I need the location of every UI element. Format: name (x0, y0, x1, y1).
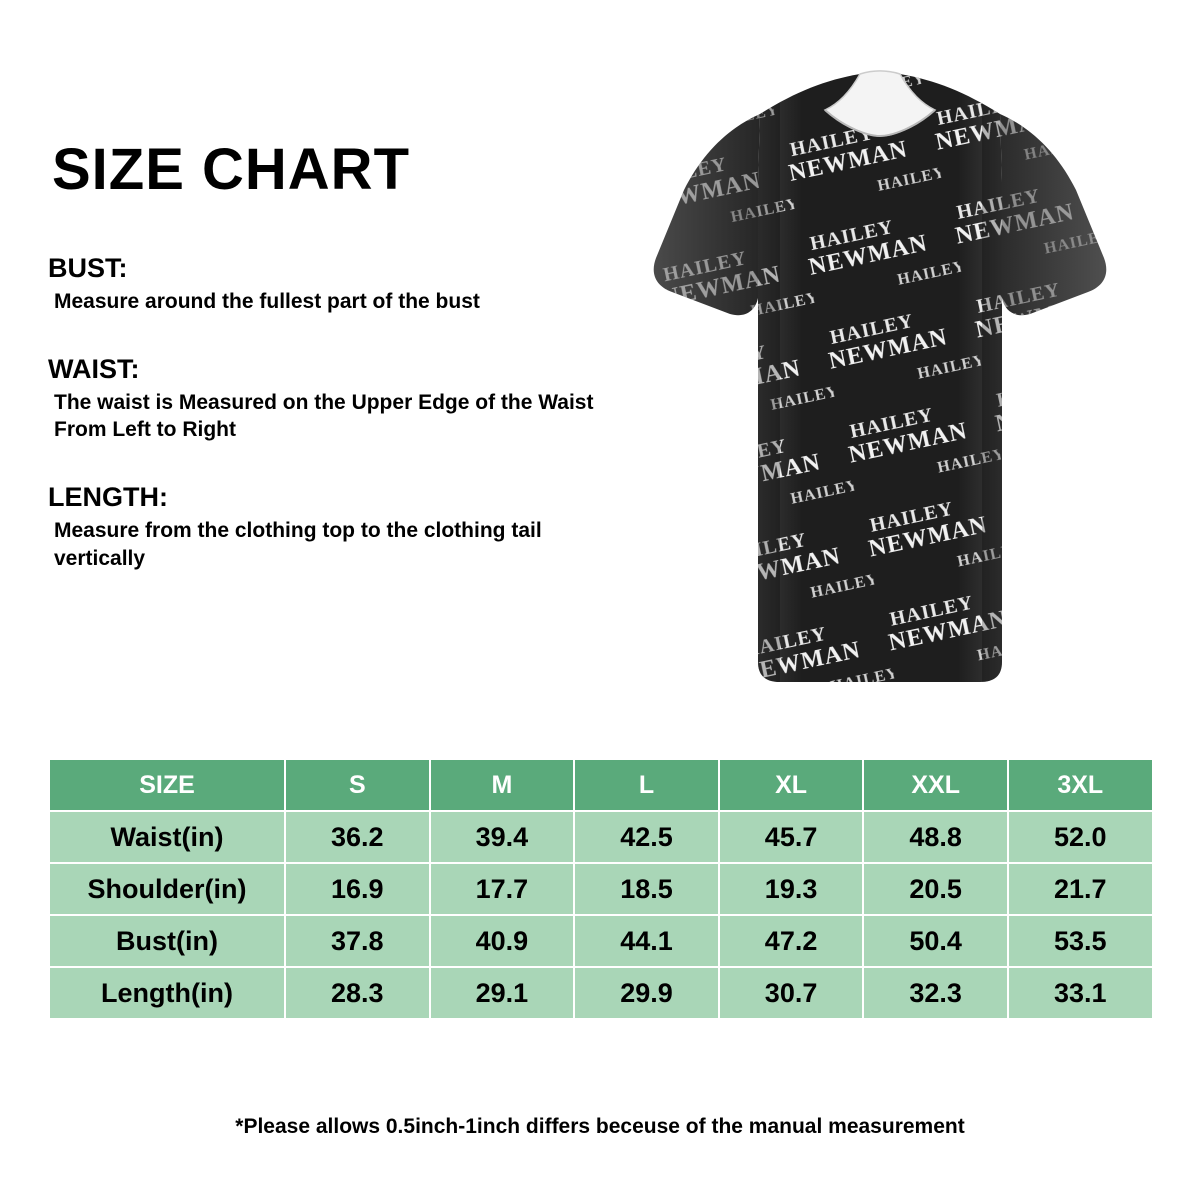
tshirt-body (750, 62, 1020, 687)
row-label-bust: Bust(in) (49, 915, 285, 967)
cell-waist-l: 42.5 (574, 811, 719, 863)
tshirt-right-sleeve (990, 102, 1150, 332)
table-header-xxl: XXL (863, 759, 1008, 811)
size-table (48, 758, 1154, 1020)
table-header-row (49, 759, 1153, 811)
cell-length-xxl: 32.3 (863, 967, 1008, 1019)
cell-length-xl: 30.7 (719, 967, 864, 1019)
measurement-disclaimer: *Please allows 0.5inch-1inch differs beceuse of the manual measurement (235, 1115, 965, 1138)
table-row (49, 811, 1153, 863)
cell-length-m: 29.1 (430, 967, 575, 1019)
cell-length-s: 28.3 (285, 967, 430, 1019)
cell-waist-3xl: 52.0 (1008, 811, 1153, 863)
measurement-waist-label: WAIST: (48, 353, 140, 384)
row-label-shoulder: Shoulder(in) (49, 863, 285, 915)
cell-bust-l: 44.1 (574, 915, 719, 967)
measurement-waist-description: The waist is Measured on the Upper Edge of the Waist From Left to Right (54, 390, 594, 442)
cell-waist-s: 36.2 (285, 811, 430, 863)
cell-shoulder-xxl: 20.5 (863, 863, 1008, 915)
cell-waist-xl: 45.7 (719, 811, 864, 863)
table-header-xl: XL (719, 759, 864, 811)
size-table-container (48, 758, 1152, 1020)
row-label-length: Length(in) (49, 967, 285, 1019)
table-row (49, 967, 1153, 1019)
cell-shoulder-3xl: 21.7 (1008, 863, 1153, 915)
measurement-length-description: Measure from the clothing top to the clothing tail vertically (54, 519, 542, 570)
measurement-length-label: LENGTH: (48, 482, 168, 513)
cell-waist-xxl: 48.8 (863, 811, 1008, 863)
cell-length-l: 29.9 (574, 967, 719, 1019)
cell-bust-xxl: 50.4 (863, 915, 1008, 967)
measurement-bust-label: BUST: (48, 252, 128, 283)
cell-bust-m: 40.9 (430, 915, 575, 967)
cell-bust-xl: 47.2 (719, 915, 864, 967)
measurement-bust (48, 253, 648, 316)
cell-shoulder-xl: 19.3 (719, 863, 864, 915)
cell-shoulder-s: 16.9 (285, 863, 430, 915)
cell-waist-m: 39.4 (430, 811, 575, 863)
table-row (49, 915, 1153, 967)
table-row (49, 863, 1153, 915)
table-header-s: S (285, 759, 430, 811)
row-label-waist: Waist(in) (49, 811, 285, 863)
table-header-3xl: 3XL (1008, 759, 1153, 811)
table-header-m: M (430, 759, 575, 811)
cell-length-3xl: 33.1 (1008, 967, 1153, 1019)
measurement-bust-description: Measure around the fullest part of the bust (54, 289, 480, 313)
cell-bust-s: 37.8 (285, 915, 430, 967)
measurement-waist (48, 354, 648, 444)
measurement-length (48, 482, 648, 572)
table-header-size: SIZE (49, 759, 285, 811)
cell-shoulder-l: 18.5 (574, 863, 719, 915)
tshirt-illustration (610, 62, 1150, 687)
info-column (48, 137, 648, 610)
cell-shoulder-m: 17.7 (430, 863, 575, 915)
table-header-l: L (574, 759, 719, 811)
page-title: SIZE CHART (52, 137, 410, 202)
cell-bust-3xl: 53.5 (1008, 915, 1153, 967)
